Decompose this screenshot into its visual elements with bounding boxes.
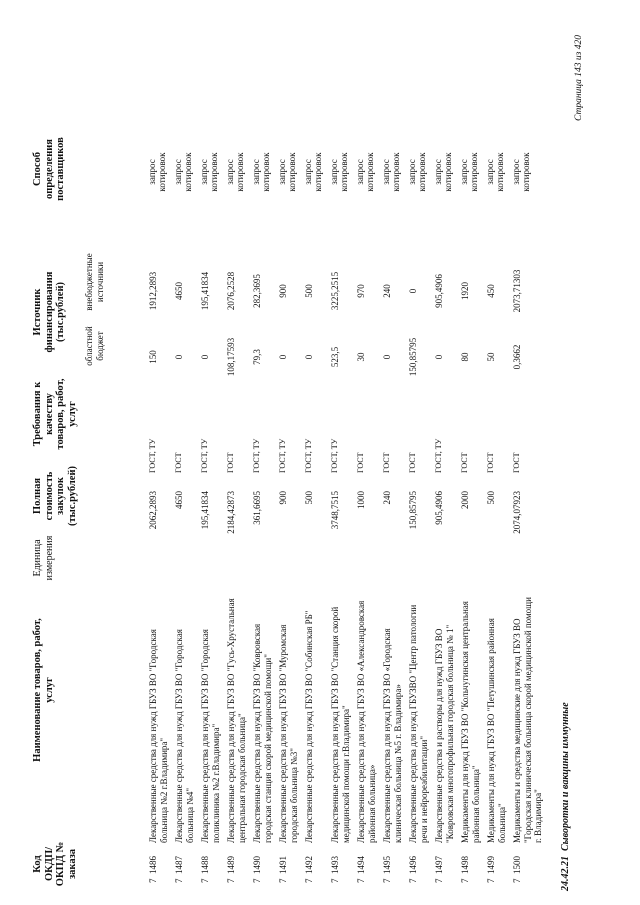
row-method: запрос котировок [511, 152, 531, 192]
row-name: Лекарственные средства для нужд ГБУЗ ВО "Собинская РБ" [304, 610, 314, 843]
row-regional: 150 [148, 350, 158, 364]
section-heading [560, 471, 571, 891]
row-regional: 50 [486, 352, 496, 362]
row-requirements: ГОСТ, ТУ [148, 438, 157, 473]
row-requirements: ГОСТ, ТУ [200, 438, 209, 473]
row-regional: 108,17593 [226, 337, 236, 377]
section-title: Сыворотки и вакцины иммунные [560, 702, 571, 851]
row-method: запрос котировок [199, 152, 219, 192]
row-method: запрос котировок [173, 152, 193, 192]
row-total: 2000 [460, 491, 470, 509]
row-code: 7 1496 [408, 856, 418, 883]
row-method: запрос котировок [459, 152, 479, 192]
row-name: Лекарственные средства для нужд ГБУЗ ВО "Городская поликлиника №2 г.Владимира" [200, 629, 221, 843]
row-regional: 79,3 [252, 349, 262, 365]
row-external: 450 [486, 284, 496, 298]
row-total: 2074,07923 [512, 491, 522, 534]
row-requirements: ГОСТ, ТУ [304, 438, 313, 473]
row-code: 7 1487 [174, 856, 184, 883]
row-name: Лекарственные средства и растворы для нужд ГБУЗ ВО "Ковровская многопрофильная городская больница № 1" [434, 624, 455, 843]
row-name: Лекарственные средства для нужд ГБУЗ ВО "Ковровская городская станция скорой медицинской помощи" [252, 623, 273, 843]
row-code: 7 1493 [330, 856, 340, 883]
row-regional: 0 [200, 354, 210, 360]
row-total: 905,4906 [434, 491, 444, 525]
section-code: 24.42.21 [560, 856, 571, 891]
row-external: 1920 [460, 282, 470, 300]
col-header-method: Способ определения поставщиков [32, 137, 66, 201]
row-total: 361,6695 [252, 491, 262, 525]
row-requirements: ГОСТ, ТУ [330, 438, 339, 473]
row-external: 2073,71303 [512, 269, 522, 313]
row-name: Лекарственные средства для нужд ГБУЗ ВО «Городская клиническая больница №5 г. Владимира» [382, 628, 403, 843]
row-name: Медикаменты для нужд ГБУЗ ВО "Петушинская районная больница" [486, 618, 507, 843]
row-name: Лекарственные средства для нужд ГБУЗ ВО "Гусь-Хрустальная центральная городская больница" [226, 598, 247, 843]
row-total: 2062,2893 [148, 491, 158, 530]
row-total: 900 [278, 491, 288, 505]
row-method: запрос котировок [407, 152, 427, 192]
row-name: Лекарственные средства для нужд ГБУЗ ВО "Муромская городская больница №3" [278, 624, 299, 843]
row-name: Медикаменты для нужд ГБУЗ ВО "Кольчугинская центральная районная больница" [460, 601, 481, 843]
row-method: запрос котировок [485, 152, 505, 192]
row-code: 7 1491 [278, 856, 288, 883]
row-total: 4650 [174, 491, 184, 509]
row-total: 1000 [356, 491, 366, 509]
row-name: Лекарственные средства для нужд ГБУЗ ВО «Александровская районная больница» [356, 600, 377, 843]
row-regional: 0 [174, 354, 184, 360]
row-external: 900 [278, 284, 288, 298]
row-method: запрос котировок [251, 152, 271, 192]
row-code: 7 1486 [148, 856, 158, 883]
row-external: 195,41834 [200, 271, 210, 311]
col-header-total: Полная стоимость закупок (тыс.рублей) [32, 465, 78, 527]
row-code: 7 1500 [512, 856, 522, 883]
row-method: запрос котировок [225, 152, 245, 192]
row-code: 7 1497 [434, 856, 444, 883]
row-code: 7 1499 [486, 856, 496, 883]
row-code: 7 1494 [356, 856, 366, 883]
row-method: запрос котировок [355, 152, 375, 192]
col-header-unit: Единица измерения [32, 535, 55, 581]
row-regional: 0,3662 [512, 344, 522, 370]
row-total: 195,41834 [200, 491, 210, 530]
row-name: Лекарственные средства для нужд ГБУЗ ВО "Станция скорой медицинской помощи г.Владимира" [330, 606, 351, 843]
col-header-source-regional: областной бюджет [84, 326, 105, 366]
row-regional: 150,85795 [408, 337, 418, 377]
row-regional: 30 [356, 352, 366, 362]
row-regional: 80 [460, 352, 470, 362]
row-name: Лекарственные средства для нужд ГБУЗВО "Центр патологии речи и нейрореабилитации" [408, 604, 429, 843]
row-method: запрос котировок [303, 152, 323, 192]
row-requirements: ГОСТ, ТУ [252, 438, 261, 473]
row-method: запрос котировок [433, 152, 453, 192]
row-external: 240 [382, 284, 392, 298]
row-external: 905,4906 [434, 274, 444, 308]
row-external: 970 [356, 284, 366, 298]
col-header-name: Наименование товаров, работ, услуг [32, 618, 55, 762]
row-external: 1912,2893 [148, 271, 158, 311]
row-regional: 0 [304, 354, 314, 360]
row-requirements: ГОСТ [486, 452, 495, 473]
row-requirements: ГОСТ [512, 452, 521, 473]
row-total: 150,85795 [408, 491, 418, 530]
col-header-source-external: внебюджетные источники [84, 253, 105, 311]
row-external: 4650 [174, 282, 184, 300]
row-external: 0 [408, 288, 418, 294]
row-method: запрос котировок [147, 152, 167, 192]
row-total: 500 [486, 491, 496, 505]
row-total: 500 [304, 491, 314, 505]
row-method: запрос котировок [277, 152, 297, 192]
row-requirements: ГОСТ [460, 452, 469, 473]
row-name: Лекарственные средства для нужд ГБУЗ ВО "Городская больница №4" [174, 629, 195, 843]
col-header-code: Код ОКДП/ ОКПД № заказа [32, 841, 78, 887]
row-regional: 0 [278, 354, 288, 360]
row-requirements: ГОСТ [226, 452, 235, 473]
row-code: 7 1489 [226, 856, 236, 883]
row-requirements: ГОСТ [408, 452, 417, 473]
row-requirements: ГОСТ [356, 452, 365, 473]
row-external: 2076,2528 [226, 271, 236, 311]
row-total: 3748,7515 [330, 491, 340, 530]
row-total: 2184,42873 [226, 491, 236, 534]
row-method: запрос котировок [329, 152, 349, 192]
row-code: 7 1488 [200, 856, 210, 883]
row-external: 3225,2515 [330, 271, 340, 311]
row-total: 240 [382, 491, 392, 505]
row-code: 7 1495 [382, 856, 392, 883]
row-requirements: ГОСТ, ТУ [278, 438, 287, 473]
row-external: 282,3695 [252, 274, 262, 308]
page-number: Страница 143 из 420 [574, 35, 584, 121]
row-requirements: ГОСТ [382, 452, 391, 473]
row-name: Медикаменты и средства медицинские для нужд ГБУЗ ВО "Городская клиническая больница скорой медицинской помощи г. Владимира" [512, 597, 543, 843]
col-header-source: Источник финансирования (тыс.рублей) [32, 271, 66, 353]
row-regional: 0 [434, 354, 444, 360]
row-method: запрос котировок [381, 152, 401, 192]
row-regional: 0 [382, 354, 392, 360]
row-regional: 523,5 [330, 346, 340, 368]
row-code: 7 1490 [252, 856, 262, 883]
row-external: 500 [304, 284, 314, 298]
row-code: 7 1498 [460, 856, 470, 883]
row-requirements: ГОСТ [174, 452, 183, 473]
row-requirements: ГОСТ, ТУ [434, 438, 443, 473]
col-header-requirements: Требования к качеству товаров, работ, услуг [32, 378, 78, 450]
row-name: Лекарственные средства для нужд ГБУЗ ВО "Городская больница №2 г.Владимира" [148, 629, 169, 843]
row-code: 7 1492 [304, 856, 314, 883]
